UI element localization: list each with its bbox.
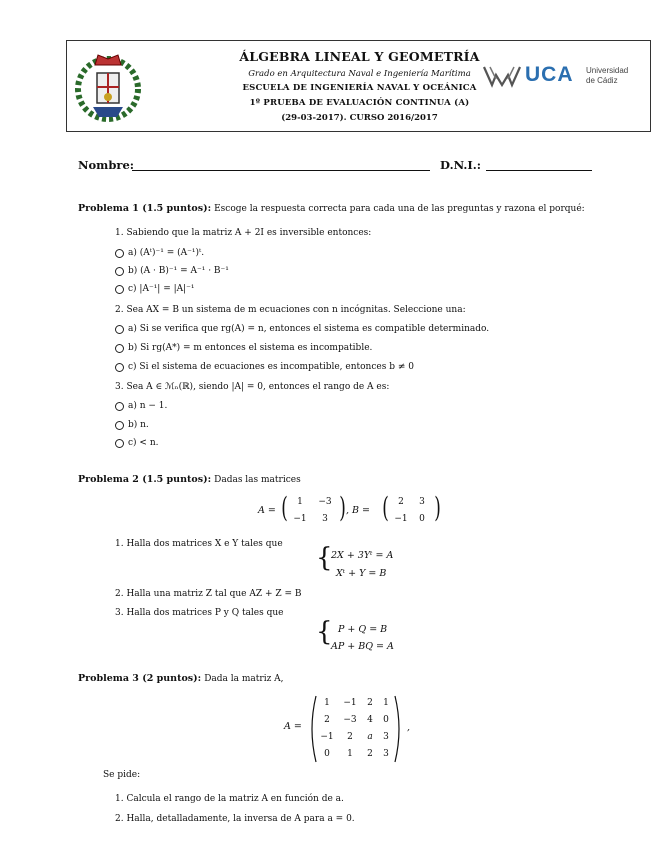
radio-icon[interactable] [115,267,124,276]
left-paren: ( [281,491,288,524]
matrix-cell: 2 [347,732,353,742]
matrix-a-label: A = [258,505,276,516]
system-1-eq-1: 2X + 3Yᵗ = A [331,550,394,561]
option-label: b) n. [128,420,149,430]
radio-icon[interactable] [115,439,124,448]
matrix-cell: −1 [394,514,408,524]
radio-icon[interactable] [115,249,124,258]
system-2-eq-1: P + Q = B [338,624,388,635]
matrix-cell: 4 [367,715,373,725]
problem-3-heading [78,673,284,684]
matrix-cell: 0 [383,715,389,725]
uca-text-2: de Cádiz [586,76,618,85]
option-label: b) (A · B)⁻¹ = A⁻¹ · B⁻¹ [128,266,229,276]
p1-q1-option-a[interactable] [115,248,204,258]
matrix-cell: 2 [398,497,404,507]
p1-q1-option-c[interactable] [115,284,195,294]
system-2-eq-2: AP + BQ = A [331,641,394,652]
p1-q3-text: 3. Sea A ∈ ℳₙ(ℝ), siendo |A| = 0, entonces el rango de A es: [115,382,390,392]
se-pide-label: Se pide: [103,770,141,780]
radio-icon[interactable] [115,344,124,353]
p2-q2-text: 2. Halla una matriz Z tal que AZ + Z = B [115,589,302,599]
left-paren [306,694,318,764]
p2-q3-text: 3. Halla dos matrices P y Q tales que [115,608,284,618]
matrix-cell: 3 [322,514,328,524]
matrix-cell: −3 [343,715,357,725]
radio-icon[interactable] [115,421,124,430]
problem-2-intro: Dadas las matrices [214,475,301,485]
p1-q2-option-c[interactable] [115,362,414,372]
matrix-trailing-comma: , [407,722,411,733]
p2-q1-text: 1. Halla dos matrices X e Y tales que [115,539,283,549]
p3-q2-text: 2. Halla, detalladamente, la inversa de A para a = 0. [115,814,355,824]
uca-wordmark: UCA [525,63,574,86]
problem-1-title: Problema 1 (1.5 puntos): [78,203,212,214]
p1-q1-text: 1. Sabiendo que la matriz A + 2I es inversible entonces: [115,228,372,238]
exam-header [66,40,651,132]
p1-q2-text: 2. Sea AX = B un sistema de m ecuaciones con n incógnitas. Seleccione una: [115,305,466,315]
matrix-cell: 1 [297,497,303,507]
matrix-cell: 1 [347,749,353,759]
problem-3-intro: Dada la matriz A, [204,674,284,684]
right-paren [393,694,405,764]
left-paren: ( [382,491,389,524]
right-paren: ) [434,491,441,524]
option-label: a) Si se verifica que rg(A) = n, entonces el sistema es compatible determinado. [128,324,490,334]
problem-2-title: Problema 2 (1.5 puntos): [78,474,212,485]
system-brace: { [316,543,333,573]
p1-q3-option-c[interactable] [115,438,158,448]
right-paren: ) [339,491,346,524]
dni-field[interactable] [486,170,592,171]
exam-name: 1º PRUEBA DE EVALUACIÓN CONTINUA (A) [249,98,470,108]
system-brace: { [316,617,333,647]
problem-3-title: Problema 3 (2 puntos): [78,673,202,684]
option-label: c) |A⁻¹| = |A|⁻¹ [128,284,195,294]
option-label: c) < n. [128,438,159,448]
p1-q1-option-b[interactable] [115,266,229,276]
p3-q1-text: 1. Calcula el rango de la matriz A en función de a. [115,794,344,804]
uca-logo [482,61,642,91]
option-label: a) (Aᵗ)⁻¹ = (A⁻¹)ᵗ. [128,248,205,258]
matrix-cell: 3 [383,749,389,759]
school-name: ESCUELA DE INGENIERÍA NAVAL Y OCEÁNICA [242,83,477,93]
p1-q3-option-b[interactable] [115,420,149,430]
uca-text-1: Universidad [586,66,629,75]
matrix-b-label: , B = [346,505,371,516]
matrix-cell: 1 [324,698,330,708]
name-label: Nombre: [78,158,135,172]
matrix-cell: 1 [383,698,389,708]
radio-icon[interactable] [115,285,124,294]
matrix-cell: −1 [320,732,334,742]
name-field[interactable] [132,170,430,171]
problem-2-heading [78,474,301,485]
matrix-cell: 3 [419,497,425,507]
matrix-cell: 2 [324,715,330,725]
matrix-cell: 0 [324,749,330,759]
matrix-cell: −1 [343,698,357,708]
option-label: b) Si rg(A*) = m entonces el sistema es incompatible. [128,343,373,353]
matrix-cell: 0 [419,514,425,524]
degree-subtitle: Grado en Arquitectura Naval e Ingeniería Marítima [248,69,471,79]
exam-date: (29-03-2017). CURSO 2016/2017 [281,113,438,123]
matrix-cell: 2 [367,698,373,708]
problem-1-intro: Escoge la respuesta correcta para cada una de las preguntas y razona el porqué: [214,204,585,214]
option-label: c) Si el sistema de ecuaciones es incompatible, entonces b ≠ 0 [128,362,414,372]
radio-icon[interactable] [115,325,124,334]
uca-emblem-icon [482,63,522,89]
course-title: ÁLGEBRA LINEAL Y GEOMETRÍA [239,49,480,64]
radio-icon[interactable] [115,363,124,372]
matrix-cell: −3 [318,497,332,507]
matrix-a-label: A = [284,721,302,732]
radio-icon[interactable] [115,402,124,411]
problem-1-heading [78,203,585,214]
matrix-cell: 3 [383,732,389,742]
matrix-cell: −1 [293,514,307,524]
matrix-cell: 2 [367,749,373,759]
p1-q3-option-a[interactable] [115,401,167,411]
option-label: a) n − 1. [128,401,168,411]
dni-label: D.N.I.: [440,158,481,172]
matrix-cell: a [367,732,373,742]
system-1-eq-2: Xᵗ + Y = B [336,568,387,579]
p1-q2-option-b[interactable] [115,343,372,353]
p1-q2-option-a[interactable] [115,324,489,334]
